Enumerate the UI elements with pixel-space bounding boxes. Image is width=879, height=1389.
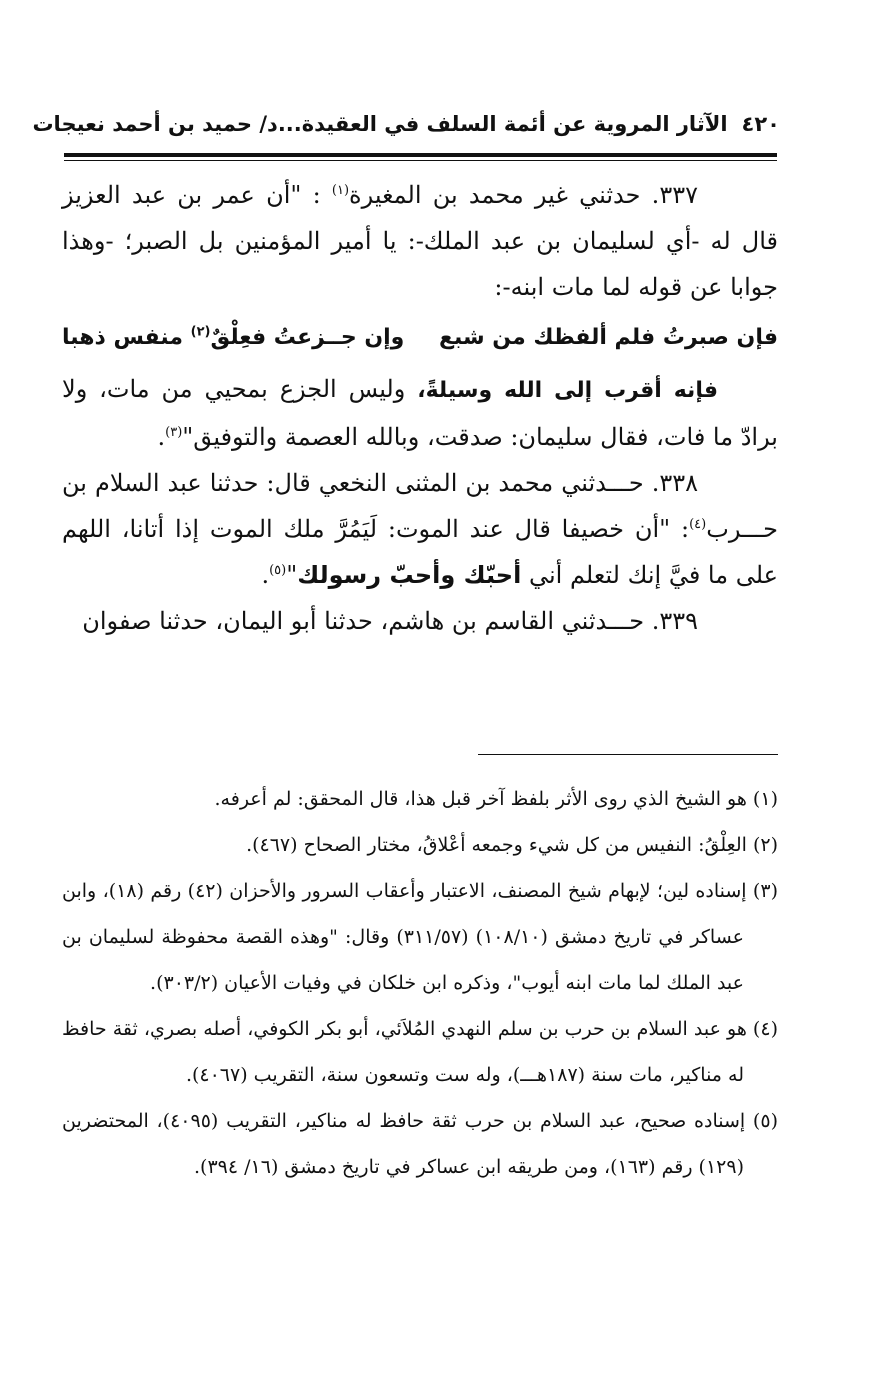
text-run: وليس الجزع بمحيي من مات، ولا برادّ ما فات، فقال سليمان: صدقت، وبالله العصمة والتوفيق" — [62, 375, 778, 451]
footnote-2: (٢) العِلْقُ: النفيس من كل شيء وجمعه أعْلاقُ، مختار الصحاح (٤٦٧). — [246, 834, 778, 856]
text-run: . — [157, 423, 166, 451]
footnote-4: (٤) هو عبد السلام بن حرب بن سلم النهدي المُلاَئي، أبو بكر الكوفي، أصله بصري، ثقة حافظ له مناكير، مات سنة (١٨٧هـــ)، وله ست وتسعون سنة، التقريب (٤٠٦٧). — [62, 1018, 778, 1086]
page-number: ٤٢٠ — [741, 112, 780, 136]
text-run: منفس ذهبا — [62, 325, 191, 350]
footnote-ref-3: (٣) — [165, 425, 183, 440]
footnote-3: (٣) إسناده لين؛ لإبهام شيخ المصنف، الاعتبار وأعقاب السرور والأحزان (٤٢) رقم (١٨)، وابن عساكر في تاريخ دمشق (١٠٨/١٠) (٣١١/٥٧) وقال: "وهذه القصة محفوظة لسليمان بن عبد الملك لما مات ابنه أيوب"، وذكره ابن خلكان في وفيات الأعيان (٣٠٣/٢). — [62, 880, 778, 994]
main-text — [62, 172, 778, 644]
footnotes — [62, 776, 778, 1190]
text-run: ٣٣٨. حـــدثني محمد بن المثنى النخعي قال: حدثنا عبد السلام بن حـــرب — [62, 469, 778, 543]
header-title: الآثار المروية عن أئمة السلف في العقيدة...د/ حميد بن أحمد نعيجات — [32, 112, 728, 136]
footnote-ref-4: (٤) — [689, 517, 707, 532]
verse-hemistich-left — [62, 310, 404, 366]
footnote-ref-1: (١) — [331, 183, 350, 198]
running-header — [32, 112, 780, 152]
header-rule-thick — [64, 153, 777, 157]
text-run: " — [286, 561, 298, 589]
paragraph-339: ٣٣٩. حـــدثني القاسم بن هاشم، حدثنا أبو اليمان، حدثنا صفوان — [82, 607, 698, 635]
header-rule-thin — [64, 160, 777, 161]
text-run: ٣٣٧. حدثني غير محمد بن المغيرة — [349, 181, 698, 209]
paragraph-338 — [62, 460, 778, 598]
text-run: . — [261, 561, 270, 589]
bold-phrase: أحبّك وأحبّ رسولك — [297, 561, 522, 589]
text-run: : "أن خصيفا قال عند الموت: لَيَمُرَّ ملك الموت إذا أتانا، اللهم على ما فيَّ إنك لتعلم أني — [62, 515, 778, 589]
footnote-separator — [478, 754, 778, 755]
footnote-ref-5: (٥) — [269, 563, 287, 578]
footnote-5: (٥) إسناده صحيح، عبد السلام بن حرب ثقة حافظ له مناكير، التقريب (٤٠٩٥)، المحتضرين (١٢٩) رقم (١٦٣)، ومن طريقه ابن عساكر في تاريخ دمشق (١٦/ ٣٩٤). — [62, 1110, 778, 1178]
verse-second-line: فإنه أقرب إلى الله وسيلةً، — [417, 378, 718, 403]
paragraph-337 — [62, 172, 778, 310]
text-run: : "أن عمر بن عبد العزيز قال له -أي لسليمان بن عبد الملك-: يا أمير المؤمنين بل الصبر؛ -وهذا جوابا عن قوله لما مات ابنه-: — [62, 181, 778, 301]
footnote-ref-2: (٢) — [190, 324, 211, 340]
footnote-1: (١) هو الشيخ الذي روى الأثر بلفظ آخر قبل هذا، قال المحقق: لم أعرفه. — [214, 788, 778, 810]
poem-verse-line — [62, 310, 778, 366]
verse-hemistich-right: فإن صبرتُ فلم ألفظك من شبع — [438, 325, 778, 350]
text-run: وإن جــزعتُ فعِلْقٌ — [210, 325, 405, 350]
paragraph-337-continued — [62, 366, 778, 460]
